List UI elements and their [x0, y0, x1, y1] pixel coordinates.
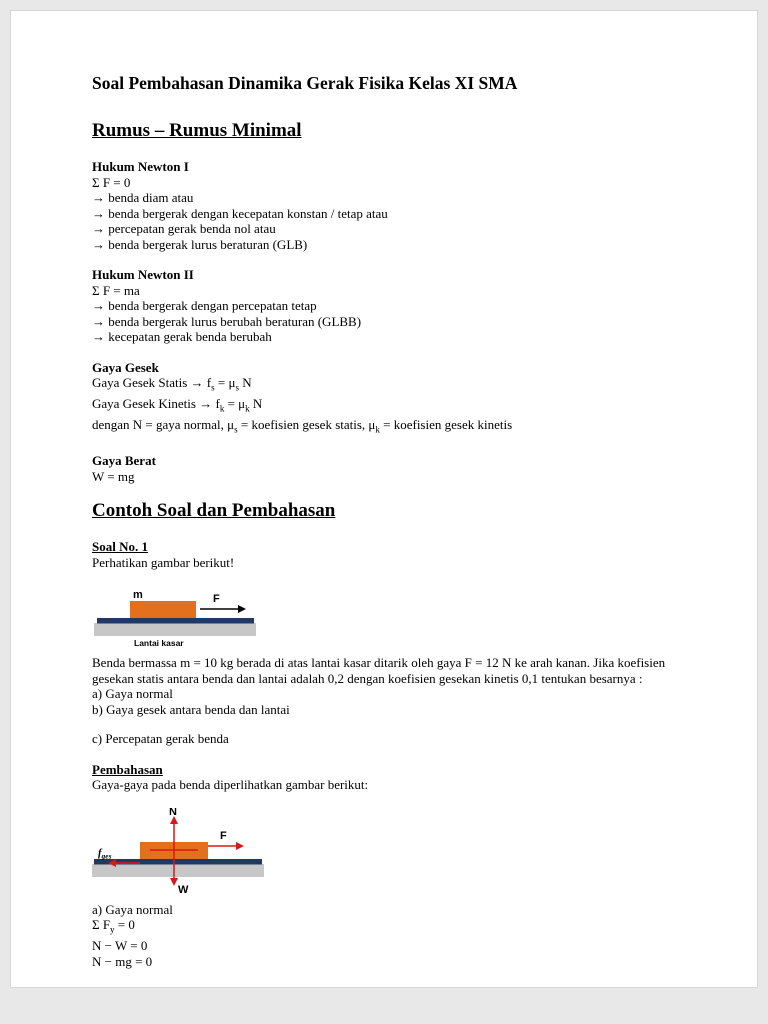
- friction-force-label: $f_{ges}$: [98, 847, 112, 861]
- blank-line: [92, 717, 691, 731]
- soal1-header: [92, 539, 691, 570]
- figure-block-on-floor: [94, 585, 264, 649]
- gesek-title: Gaya Gesek: [92, 359, 159, 375]
- answer-line-3: N − mg = 0: [92, 953, 153, 969]
- newton1-point: → benda bergerak lurus beraturan (GLB): [92, 236, 308, 252]
- newton2-point: → benda bergerak lurus berubah beraturan (GLBB): [92, 313, 362, 329]
- mass-label: m: [133, 589, 143, 602]
- soal1-intro: Perhatikan gambar berikut!: [92, 554, 235, 570]
- newton1-section: [92, 159, 691, 252]
- newton2-point: → kecepatan gerak benda berubah: [92, 329, 272, 344]
- newton1-point: → benda bergerak dengan kecepatan konstan / tetap atau: [92, 205, 388, 221]
- ask-b: b) Gaya gesek antara benda dan lantai: [92, 701, 290, 717]
- document-page: [10, 10, 758, 988]
- floor-gray-band: [94, 623, 256, 636]
- answer-a-heading: a) Gaya normal: [92, 901, 173, 917]
- newton1-point: → benda diam atau: [92, 190, 194, 205]
- applied-force-arrowhead: [236, 842, 244, 850]
- ask-a: a) Gaya normal: [92, 686, 173, 702]
- mass-box: [130, 601, 196, 618]
- pembahasan-title: Pembahasan: [92, 761, 163, 777]
- floor-caption: Lantai kasar: [134, 638, 184, 649]
- gesek-statis-line: Gaya Gesek Statis → $f_s = \mu_s$ N: [92, 375, 252, 393]
- figure-free-body-diagram: [92, 808, 277, 894]
- newton2-point: → benda bergerak dengan percepatan tetap: [92, 298, 317, 313]
- berat-formula: W = mg: [92, 468, 135, 484]
- floor-navy-bar: [97, 618, 254, 624]
- newton1-point: → percepatan gerak benda nol atau: [92, 221, 276, 236]
- answer-sigma-line: Σ $F_y = 0$: [92, 917, 135, 935]
- gesek-kinetis-line: Gaya Gesek Kinetis → $f_k = \mu_k$ N: [92, 396, 263, 414]
- answer-line-2: N − W = 0: [92, 938, 148, 954]
- pembahasan-intro: Gaya-gaya pada benda diperlihatkan gambar berikut:: [92, 777, 369, 793]
- soal1-title: Soal No. 1: [92, 539, 148, 555]
- newton1-title: Hukum Newton I: [92, 159, 189, 174]
- berat-section: [92, 453, 691, 484]
- contoh-heading: Contoh Soal dan Pembahasan: [92, 500, 336, 522]
- answer-a-section: [92, 902, 691, 970]
- gesek-section: [92, 360, 691, 439]
- gesek-dengan-line: dengan N = gaya normal, $\mu_s$ = koefisien gesek statis, $\mu_k$ = koefisien gesek kinetis: [92, 417, 513, 435]
- applied-force-label: F: [220, 829, 227, 842]
- berat-title: Gaya Berat: [92, 453, 156, 469]
- soal1-body: [92, 655, 691, 747]
- newton1-formula: Σ F = 0: [92, 174, 131, 190]
- newton2-title: Hukum Newton II: [92, 267, 194, 282]
- weight-force-label: W: [178, 883, 189, 894]
- newton2-section: [92, 267, 691, 345]
- force-label: F: [213, 593, 220, 606]
- newton2-formula: Σ F = ma: [92, 282, 140, 298]
- ask-c: c) Percepatan gerak benda: [92, 731, 229, 747]
- floor-gray-band: [92, 864, 264, 877]
- normal-force-label: N: [169, 807, 177, 818]
- force-arrowhead: [238, 605, 246, 613]
- problem-paragraph: Benda bermassa m = 10 kg berada di atas lantai kasar ditarik oleh gaya F = 12 N ke arah kanan. Jika koefisien gesekan statis antara benda dan lantai adalah 0,2 dengan koefisien gesekan kinetis 0,1 tentukan besarnya :: [92, 655, 666, 686]
- document-content: [11, 11, 757, 969]
- rumus-heading: Rumus – Rumus Minimal: [92, 120, 302, 141]
- weight-arrowhead: [170, 878, 178, 886]
- page-title: Soal Pembahasan Dinamika Gerak Fisika Kelas XI SMA: [92, 73, 518, 93]
- pembahasan-header: [92, 762, 691, 793]
